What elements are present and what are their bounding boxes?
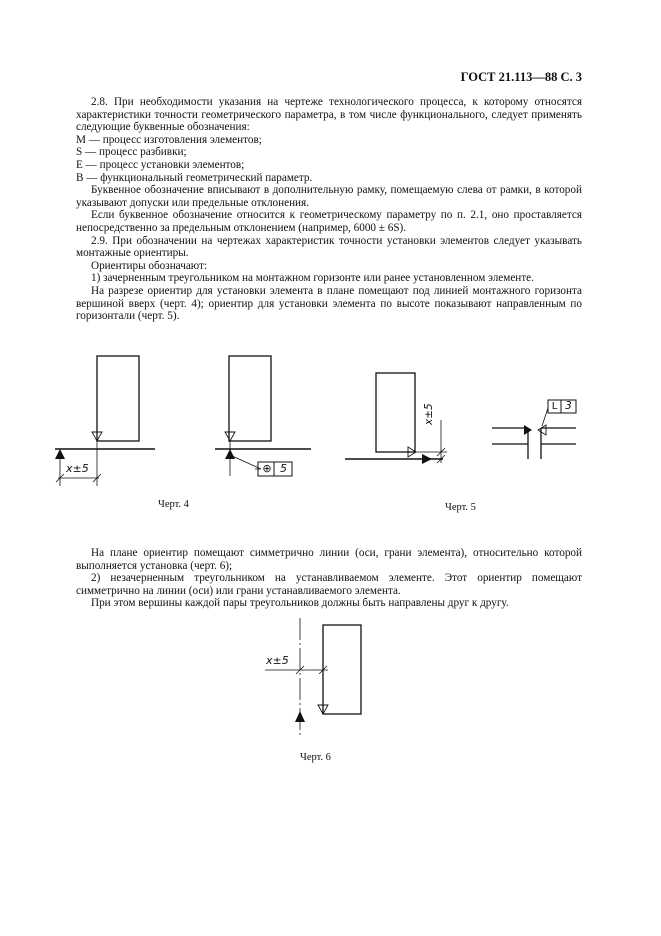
dim-tick: [437, 448, 445, 456]
dim-tick: [93, 474, 101, 482]
figure-caption: Черт. 6: [300, 752, 331, 763]
open-triangle-marker: [408, 447, 416, 457]
paragraph: 2) незачерненным треугольником на устанавливаемом элементе. Этот ориентир помещают симметрично на линии (оси) или грани устанавливаемого элемента.: [76, 572, 582, 597]
paragraph: При этом вершины каждой пары треугольников должны быть направлены друг к другу.: [91, 597, 509, 610]
position-symbol-icon: ⊕: [262, 462, 272, 475]
paragraph: Если буквенное обозначение относится к геометрическому параметру по п. 2.1, оно проставляется непосредственно за предельным отклонением (например, 6000 ± 6S).: [76, 209, 582, 234]
leader-line: [230, 455, 261, 469]
page-header: ГОСТ 21.113—88 С. 3: [460, 70, 582, 84]
paragraph: 1) зачерненным треугольником на монтажном горизонте или ранее установленном элементе.: [91, 272, 534, 285]
element-rect: [229, 356, 271, 441]
filled-triangle-marker: [55, 449, 65, 459]
element-rect: [376, 373, 415, 452]
filled-triangle-marker: [295, 711, 305, 722]
paragraph: На разрезе ориентир для установки элемента в плане помещают под линией монтажного горизонта вершиной вверх (черт. 4); ориентир для установки элемента по высоте показывают направленным по горизонтали (черт. 5).: [76, 284, 582, 323]
dim-tick: [296, 666, 304, 674]
paragraph: 2.9. При обозначении на чертежах характеристик точности установки элементов следует указывать монтажные ориентиры.: [76, 234, 582, 260]
dimension-label: x±5: [266, 654, 289, 667]
dim-tick: [56, 474, 64, 482]
list-item: Е — процесс установки элементов;: [76, 158, 245, 171]
open-triangle-marker: [92, 432, 102, 441]
figure-caption: Черт. 5: [445, 502, 476, 513]
dim-tick: [319, 666, 327, 674]
list-item: М — процесс изготовления элементов;: [76, 133, 262, 146]
dimension-label: x±5: [66, 462, 89, 475]
filled-triangle-marker: [225, 449, 235, 459]
text-block-top: [76, 96, 582, 323]
element-rect: [97, 356, 139, 441]
filled-triangle-marker: [422, 454, 432, 464]
perpendicularity-symbol-icon: L: [551, 401, 558, 412]
dimension-label: x±5: [423, 403, 435, 425]
dim-tick: [437, 455, 445, 463]
paragraph: Буквенное обозначение вписывают в дополнительную рамку, помещаемую слева от рамки, в которой указывают допуски или предельные отклонения.: [76, 184, 582, 209]
open-triangle-marker: [538, 425, 546, 435]
text-block-bottom: [76, 547, 582, 610]
paragraph: Ориентиры обозначают:: [91, 259, 207, 272]
element-rect: [323, 625, 361, 714]
open-triangle-marker: [318, 705, 328, 714]
open-triangle-marker: [225, 432, 235, 441]
tolerance-value: 5: [280, 462, 287, 475]
paragraph: На плане ориентир помещают симметрично линии (оси, грани элемента), относительно которой выполняется установка (черт. 6);: [76, 547, 582, 572]
list-item: S — процесс разбивки;: [76, 146, 187, 159]
tolerance-value: 3: [565, 400, 572, 412]
figure-caption: Черт. 4: [158, 499, 189, 510]
list-item: В — функциональный геометрический параметр.: [76, 171, 313, 184]
paragraph: 2.8. При необходимости указания на чертеже технологического процесса, к которому относятся характеристики точности геометрического параметра, в том числе функционального, следует применять следующие буквенные обозначения:: [76, 96, 582, 134]
filled-triangle-marker: [524, 425, 532, 435]
